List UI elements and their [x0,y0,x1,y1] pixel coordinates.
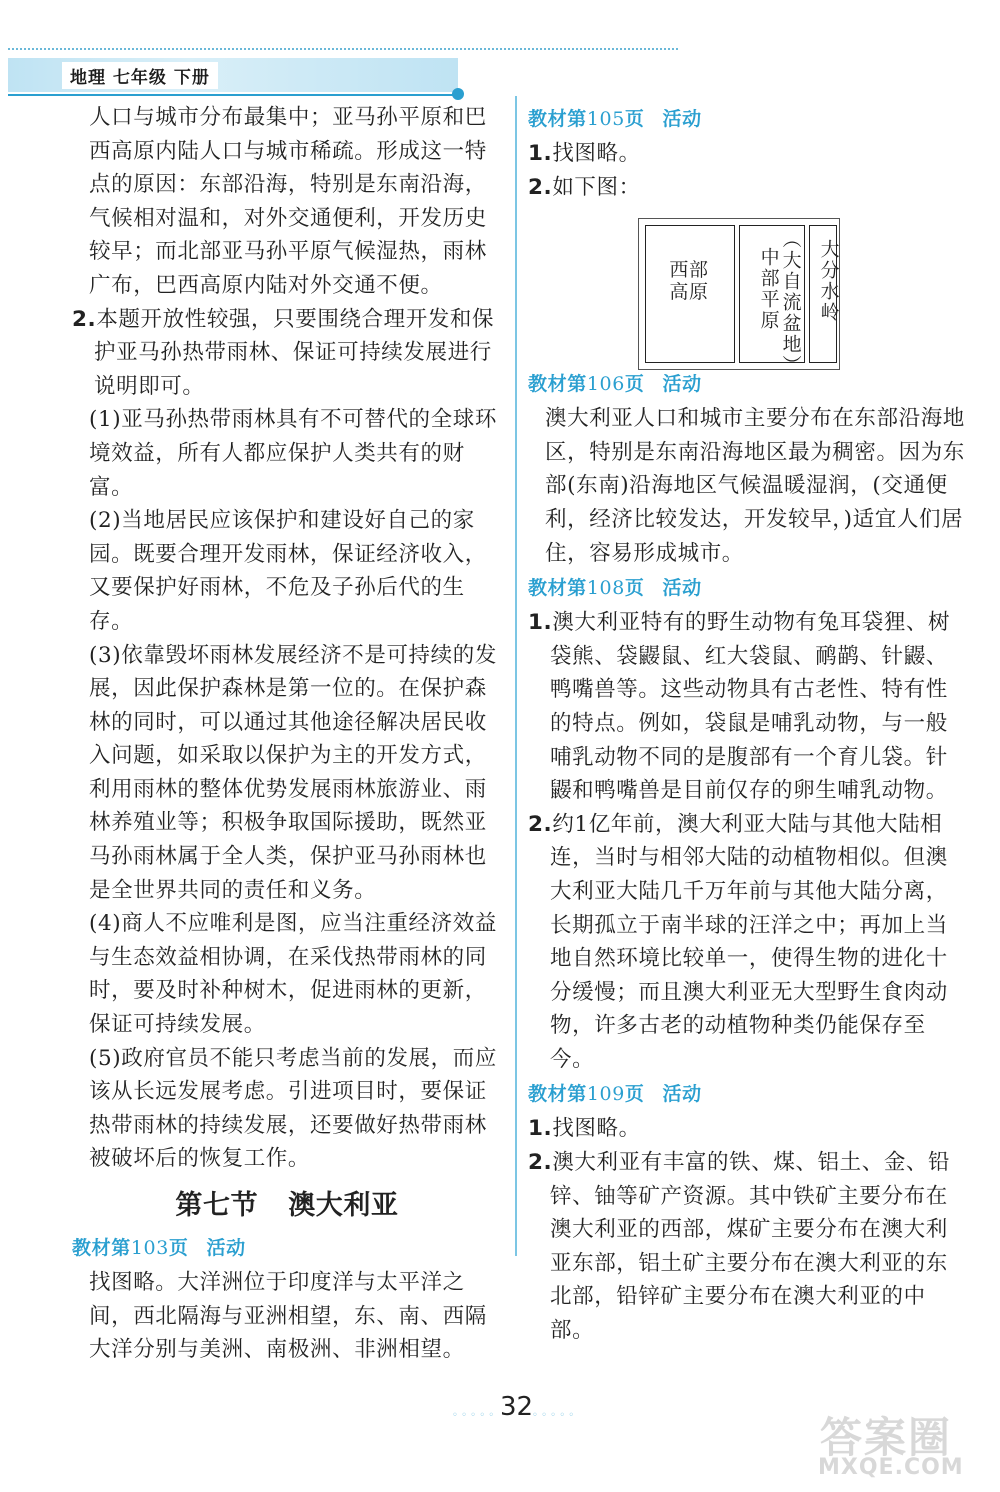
watermark-url: MXQE.COM [818,1455,964,1480]
heading-activity: 活动 [206,1237,246,1259]
list-item [528,1112,968,1146]
item-number: 1. [528,1116,553,1142]
diagram-label-divide: 大分水岭 [817,239,840,324]
diagram-frame [638,218,840,377]
sub-item: (5)政府官员不能只考虑当前的发展，而应该从长远发展考虑。引进项目时，要保证热带雨林的持续发展，还要做好热带雨林被破坏后的恢复工作。 [89,1045,497,1172]
item-text: 本题开放性较强，只要围绕合理开发和保护亚马孙热带雨林、保证可持续发展进行说明即可。 [94,306,495,399]
heading-suffix: 页 [624,373,645,396]
activity-heading [528,101,968,137]
sub-item: (1)亚马孙热带雨林具有不可替代的全球环境效益，所有人都应保护人类共有的财富。 [89,407,497,500]
paragraph: 人口与城市分布最集中；亚马孙平原和巴西高原内陆人口与城市稀疏。形成这一特点的原因：东部沿海，特别是东南沿海，气候相对温和，对外交通便利，开发历史较早；而北部亚马孙平原气候湿热，雨林广布，巴西高原内陆对外交通不便。 [89,105,487,298]
diagram-label-basin: （大自流盆地） [779,229,802,377]
activity-heading [72,1230,502,1266]
left-column [72,101,502,1367]
item-text: 约1亿年前，澳大利亚大陆与其他大陆相连，当时与相邻大陆的动植物相似。但澳大利亚大陆几千万年前与其他大陆分离，长期孤立于南半球的汪洋之中；再加上当地自然环境比较单一，使得生物的进化十分缓慢；而且澳大利亚无大型野生食肉动物，许多古老的动植物种类仍能保存至今。 [550,811,948,1072]
right-column [528,101,968,1348]
footer-ornament-left: ◦ ◦ ◦ ◦ ◦ [452,1410,495,1421]
header-underline [8,94,458,96]
heading-suffix: 页 [624,577,645,600]
item-number: 1. [528,141,553,166]
section-number: 第七节 [175,1190,259,1221]
heading-page: 105 [586,108,625,130]
heading-page: 103 [130,1237,169,1259]
heading-activity: 活动 [662,577,702,600]
sub-item: (3)依靠毁坏雨林发展经济不是可持续的发展，因此保护森林是第一位的。在保护森林的同时，可以通过其他途径解决居民收入问题，如采取以保护为主的开发方式，利用雨林的整体优势发展雨林旅游业、雨林养殖业等；积极争取国际援助，既然亚马孙雨林属于全人类，保护亚马孙雨林也是全世界共同的责任和义务。 [89,642,497,903]
heading-activity: 活动 [662,108,702,130]
item-text: 澳大利亚特有的野生动物有兔耳袋狸、树袋熊、袋鼹鼠、红大袋鼠、鸸鹋、针鼹、鸭嘴兽等。这些动物具有古老性、特有性的特点。例如，袋鼠是哺乳动物，与一般哺乳动物不同的是腹部有一个育儿袋。针鼹和鸭嘴兽是目前仅存的卵生哺乳动物。 [550,610,951,804]
list-item [528,171,968,205]
item-number: 2. [528,174,553,200]
heading-prefix: 教材第 [528,1083,587,1106]
list-item [72,303,502,404]
item-text: 找图略。 [552,141,641,166]
header-dot [452,88,464,100]
diagram-label-central: 中部平原 [757,247,780,332]
heading-page: 109 [586,1083,625,1106]
page-number: 32 [500,1392,534,1422]
item-text: 澳大利亚有丰富的铁、煤、铝土、金、铅锌、铀等矿产资源。其中铁矿主要分布在澳大利亚的西部，煤矿主要分布在澳大利亚东部，铝土矿主要分布在澳大利亚的东北部，铅锌矿主要分布在澳大利亚的中部。 [550,1150,951,1344]
item-text: 找图略。 [552,1116,641,1142]
column-divider [515,96,517,1256]
footer-ornament-right: ◦ ◦ ◦ ◦ ◦ [532,1410,575,1421]
sub-item: (2)当地居民应该保护和建设好自己的家园。既要合理开发雨林，保证经济收入，又要保护好雨林，不危及子孙后代的生存。 [89,508,487,634]
heading-suffix: 页 [624,1083,645,1106]
list-item [528,137,968,171]
heading-prefix: 教材第 [528,577,587,600]
diagram-label-west: 西部高原 [669,259,709,304]
heading-page: 106 [586,373,625,396]
section-title [72,1182,502,1230]
heading-prefix: 教材第 [528,373,587,396]
item-number: 2. [72,306,97,332]
heading-page: 108 [586,577,625,600]
list-item [528,606,968,808]
heading-activity: 活动 [662,373,702,396]
heading-suffix: 页 [168,1237,189,1259]
heading-prefix: 教材第 [528,108,587,130]
paragraph: 澳大利亚人口和城市主要分布在东部沿海地区，特别是东南沿海地区最为稠密。因为东部(东南)沿海地区气候温暖湿润，(交通便利，经济比较发达，开发较早，)适宜人们居住，容易形成城市。 [545,406,965,566]
header-title: 地理 七年级 下册 [62,62,218,89]
section-name: 澳大利亚 [288,1190,399,1221]
heading-activity: 活动 [662,1083,702,1106]
activity-heading [528,1076,968,1112]
list-item [528,1146,968,1348]
terrain-diagram [528,208,968,428]
item-text: 如下图： [552,174,641,200]
sub-item: (4)商人不应唯利是图，应当注重经济效益与生态效益相协调，在采伐热带雨林的同时，要及时补种树木，促进雨林的更新，保证可持续发展。 [89,911,497,1038]
watermark-logo: 答案圈 [820,1413,953,1462]
item-number: 2. [528,1150,553,1176]
paragraph: 找图略。大洋洲位于印度洋与太平洋之间，西北隔海与亚洲相望，东、南、西隔大洋分别与美洲、南极洲、非洲相望。 [89,1270,487,1363]
item-number: 1. [528,610,553,636]
activity-heading [528,570,968,606]
list-item [528,808,968,1077]
item-number: 2. [528,811,553,837]
heading-suffix: 页 [624,108,645,130]
header-dotted-rule [8,48,678,50]
heading-prefix: 教材第 [72,1237,131,1259]
